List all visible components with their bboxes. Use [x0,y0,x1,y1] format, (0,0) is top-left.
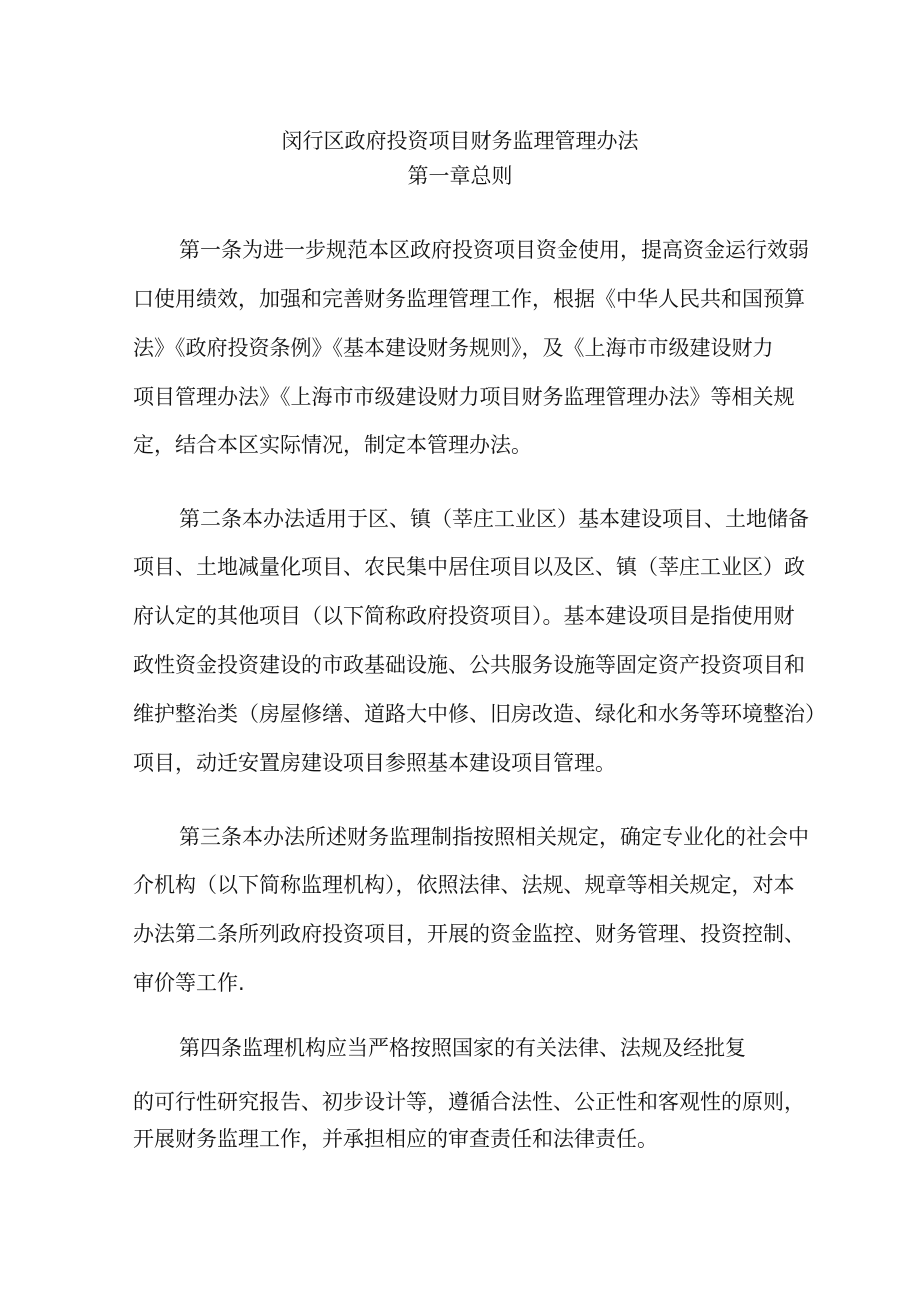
paragraph-line: 定，结合本区实际情况，制定本管理办法。 [133,433,532,457]
paragraph-line: 审价等工作. [133,971,245,995]
paragraph-line: 介机构（以下简称监理机构），依照法律、法规、规章等相关规定，对本 [133,873,795,897]
paragraph-line: 维护整治类（房屋修缮、道路大中修、旧房改造、绿化和水务等环境整治） [133,702,826,726]
paragraph-line: 项目，动迁安置房建设项目参照基本建设项目管理。 [133,751,616,775]
paragraph-line: 开展财务监理工作，并承担相应的审查责任和法律责任。 [133,1127,658,1151]
paragraph-line: 第四条监理机构应当严格按照国家的有关法律、法规及经批复 [179,1036,746,1060]
paragraph-line: 政性资金投资建设的市政基础设施、公共服务设施等固定资产投资项目和 [133,653,805,677]
paragraph-line: 项目、土地减量化项目、农民集中居住项目以及区、镇（莘庄工业区）政 [133,555,805,579]
paragraph-line: 口使用绩效，加强和完善财务监理管理工作，根据《中华人民共和国预算 [133,287,805,311]
paragraph-line: 的可行性研究报告、初步设计等，遵循合法性、公正性和客观性的原则， [133,1090,805,1114]
paragraph-line: 办法第二条所列政府投资项目，开展的资金监控、财务管理、投资控制、 [133,922,805,946]
paragraph-line: 法》《政府投资条例》《基本建设财务规则》，及《上海市市级建设财力 [133,336,774,360]
paragraph-line: 第二条本办法适用于区、镇（莘庄工业区）基本建设项目、土地储备 [179,507,809,531]
paragraph-line: 府认定的其他项目（以下简称政府投资项目）。基本建设项目是指使用财 [133,604,795,628]
paragraph-line: 第一条为进一步规范本区政府投资项目资金使用，提高资金运行效弱 [179,238,809,262]
paragraph-line: 第三条本办法所述财务监理制指按照相关规定，确定专业化的社会中 [179,825,809,849]
document-title: 闵行区政府投资项目财务监理管理办法 [281,129,639,153]
chapter-heading: 第一章总则 [407,164,513,188]
paragraph-line: 项目管理办法》《上海市市级建设财力项目财务监理管理办法》等相关规 [133,385,795,409]
